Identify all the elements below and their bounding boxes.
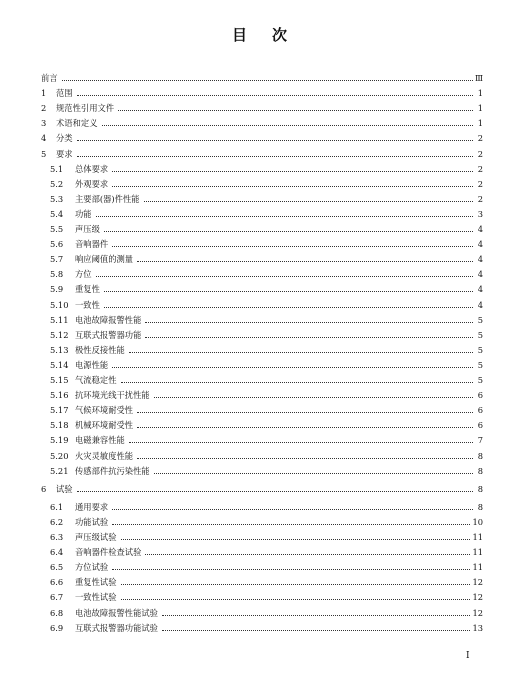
toc-entry-page: 4 [477,224,483,234]
toc-entry[interactable] [50,433,483,447]
toc-entry-number: 5.3 [50,193,64,204]
toc-entry[interactable] [50,162,483,176]
toc-dot-leader [121,373,474,383]
toc-entry[interactable] [50,545,483,559]
toc-dot-leader [154,388,473,398]
toc-entry-title: 气流稳定性 [75,375,117,385]
toc-entry-page: 3 [477,208,483,219]
toc-entry-title: 传感部件抗污染性能 [75,465,150,476]
toc-entry-page: 5 [477,344,483,355]
toc-dot-leader [154,464,473,474]
toc-entry-number: 5.13 [50,344,69,355]
toc-entry-title: 互联式报警器功能试验 [75,622,158,633]
toc-dot-leader [137,449,473,459]
toc-entry-number: 5.15 [50,375,69,385]
toc-dot-leader [96,267,473,277]
toc-entry-title: 前言 [41,73,58,83]
toc-entry-page: 5 [477,359,483,370]
toc-entry-number: 3 [41,118,47,129]
toc-entry[interactable] [50,267,483,281]
toc-entry[interactable] [41,147,483,161]
toc-entry-number: 2 [41,103,47,114]
toc-entry-page: 7 [477,435,483,446]
toc-entry-page: 4 [477,254,483,265]
toc-entry-number: 5.4 [50,208,64,219]
toc-entry-title: 主要部(器)件性能 [75,193,140,204]
toc-entry-number: 5.1 [50,163,64,174]
toc-entry[interactable] [41,482,483,496]
toc-entry-title: 气候环境耐受性 [75,405,134,416]
toc-entry-title: 电磁兼容性能 [75,435,125,446]
toc-entry-title: 音响器件 [75,239,109,250]
toc-entry-number: 6 [41,483,47,494]
toc-entry-number: 5 [41,148,47,159]
toc-entry-page: 8 [477,465,483,476]
toc-entry[interactable] [50,373,483,387]
toc-dot-leader [162,621,470,631]
toc-entry-title: 功能 [75,208,92,219]
toc-entry-title: 外观要求 [75,178,109,189]
toc-entry-page: 2 [477,163,483,174]
toc-entry-title: 重复性试验 [75,577,117,588]
toc-entry-title: 电源性能 [75,359,109,370]
toc-entry-page: 11 [472,532,483,542]
toc-entry-page: 4 [477,239,483,250]
toc-entry-page: 4 [477,284,483,295]
toc-entry[interactable] [41,71,483,85]
toc-entry-number: 6.4 [50,547,64,558]
toc-entry-page: 2 [477,133,483,144]
toc-entry[interactable] [50,500,483,514]
toc-dot-leader [118,101,473,111]
toc-entry-number: 5.21 [50,465,69,476]
toc-entry-number: 4 [41,133,47,144]
toc-entry[interactable] [41,86,483,100]
toc-entry-number: 5.20 [50,450,69,461]
toc-entry[interactable] [50,343,483,357]
toc-entry[interactable] [50,590,483,604]
toc-entry-title: 通用要求 [75,501,109,512]
toc-dot-leader [144,192,473,202]
toc-dot-leader [102,116,474,126]
toc-entry-number: 5.17 [50,405,69,416]
toc-entry-page: 12 [472,607,483,618]
toc-entry-page: 13 [472,622,483,633]
toc-entry-number: 5.8 [50,269,64,280]
toc-dot-leader [77,482,473,492]
toc-entry[interactable] [50,192,483,206]
toc-entry-number: 6.7 [50,592,64,603]
toc-entry-title: 重复性 [75,284,100,295]
toc-entry-page: 10 [472,516,483,527]
toc-dot-leader [112,515,470,525]
toc-entry[interactable] [50,358,483,372]
toc-entry-number: 5.6 [50,239,64,250]
toc-dot-leader [121,590,471,600]
toc-entry-page: 11 [472,547,483,558]
toc-entry[interactable] [50,328,483,342]
toc-entry-title: 一致性 [75,299,100,310]
toc-entry-page: 6 [477,390,483,401]
toc-entry-page: 1 [477,103,483,114]
toc-entry[interactable] [50,207,483,221]
toc-entry-title: 音响器件检查试验 [75,547,142,558]
toc-entry-page: 6 [477,405,483,416]
toc-entry-number: 5.19 [50,435,69,446]
toc-entry-title: 一致性试验 [75,592,117,603]
toc-entry[interactable] [50,237,483,251]
toc-dot-leader [112,500,473,510]
title-char-1: 目 [232,26,248,44]
toc-entry-page: Ⅲ [474,73,483,83]
toc-dot-leader [137,403,473,413]
toc-entry[interactable] [50,388,483,402]
toc-entry-title: 响应阈值的测量 [75,254,134,265]
toc-dot-leader [104,282,473,292]
toc-entry-page: 2 [477,193,483,204]
toc-entry-title: 方位试验 [75,562,109,573]
toc-entry-number: 5.14 [50,359,69,370]
toc-entry[interactable] [41,116,483,130]
toc-entry-page: 5 [477,329,483,340]
toc-entry[interactable] [50,418,483,432]
toc-dot-leader [77,86,473,96]
toc-entry[interactable] [50,575,483,589]
toc-dot-leader [129,343,473,353]
toc-entry-page: 1 [477,88,483,99]
toc-entry-page: 8 [477,483,483,494]
toc-dot-leader [137,418,473,428]
toc-entry-title: 范围 [56,88,73,99]
toc-dot-leader [121,575,471,585]
toc-entry-page: 2 [477,148,483,159]
toc-entry-title: 分类 [56,133,73,144]
toc-entry-page: 2 [477,178,483,189]
toc-entry[interactable] [50,530,483,544]
toc-dot-leader [137,252,473,262]
toc-entry-title: 火灾灵敏度性能 [75,450,134,461]
toc-entry-page: 11 [472,562,483,573]
toc-entry-title: 总体要求 [75,163,109,174]
toc-entry-title: 方位 [75,269,92,280]
toc-entry[interactable] [50,403,483,417]
toc-entry-number: 5.16 [50,390,69,401]
toc-dot-leader [112,177,473,187]
toc-entry[interactable] [50,464,483,478]
toc-entry[interactable] [50,515,483,529]
toc-entry-number: 6.6 [50,577,64,588]
toc-entry[interactable] [50,606,483,620]
toc-dot-leader [104,222,473,232]
toc-dot-leader [112,358,473,368]
toc-dot-leader [112,560,470,570]
toc-entry[interactable] [50,560,483,574]
toc-entry-number: 6.8 [50,607,64,618]
toc-entry[interactable] [50,222,483,236]
toc-entry-number: 6.1 [50,501,64,512]
toc-entry[interactable] [41,131,483,145]
toc-entry-title: 电池故障报警性能 [75,314,142,325]
toc-dot-leader [121,530,471,540]
toc-dot-leader [112,162,473,172]
toc-entry-title: 规范性引用文件 [56,103,115,114]
toc-dot-leader [112,237,473,247]
toc-entry-number: 6.5 [50,562,64,573]
toc-entry-page: 8 [477,450,483,461]
toc-entry-page: 6 [477,420,483,431]
toc-entry-number: 6.3 [50,532,64,542]
toc-entry-page: 1 [477,118,483,129]
toc-entry-page: 4 [477,299,483,310]
title-char-2: 次 [272,26,288,44]
toc-entry[interactable] [50,177,483,191]
toc-entry-number: 5.18 [50,420,69,431]
toc-entry-number: 5.9 [50,284,64,295]
toc-dot-leader [129,433,473,443]
toc-entry-title: 机械环境耐受性 [75,420,134,431]
toc-entry-title: 极性反接性能 [75,344,125,355]
toc-entry-title: 术语和定义 [56,118,98,129]
toc-entry-number: 6.9 [50,622,64,633]
toc-entry[interactable] [50,313,483,327]
toc-entry-title: 要求 [56,148,73,159]
toc-dot-leader [145,328,473,338]
toc-entry-page: 4 [477,269,483,280]
toc-entry-number: 1 [41,88,47,99]
toc-entry-page: 12 [472,592,483,603]
toc-entry[interactable] [50,449,483,463]
toc-dot-leader [145,313,473,323]
toc-entry-page: 12 [472,577,483,588]
toc-entry-number: 5.12 [50,329,69,340]
toc-entry-number: 5.7 [50,254,64,265]
toc-entry[interactable] [50,282,483,296]
toc-dot-leader [104,298,473,308]
toc-entry-number: 5.10 [50,299,69,310]
toc-entry-title: 电池故障报警性能试验 [75,607,158,618]
footer-page-number: I [466,651,470,661]
toc-dot-leader [96,207,473,217]
toc-entry-title: 互联式报警器功能 [75,329,142,340]
toc-entry-title: 抗环境光线干扰性能 [75,390,150,401]
toc-dot-leader [77,147,473,157]
toc-dot-leader [145,545,470,555]
toc-entry-title: 声压级试验 [75,532,117,542]
toc-entry-page: 8 [477,501,483,512]
toc-entry[interactable] [50,621,483,635]
toc-dot-leader [162,606,470,616]
toc-entry-title: 试验 [56,483,73,494]
toc-entry-page: 5 [477,375,483,385]
toc-entry[interactable] [50,252,483,266]
toc-entry-number: 5.5 [50,224,64,234]
toc-dot-leader [77,131,473,141]
toc-entry-number: 5.11 [50,314,69,325]
toc-entry-number: 5.2 [50,178,64,189]
toc-entry-title: 声压级 [75,224,100,234]
toc-entry-page: 5 [477,314,483,325]
toc-dot-leader [62,71,473,81]
toc-entry-title: 功能试验 [75,516,109,527]
toc-entry[interactable] [50,298,483,312]
toc-entry-number: 6.2 [50,516,64,527]
toc-entry[interactable] [41,101,483,115]
